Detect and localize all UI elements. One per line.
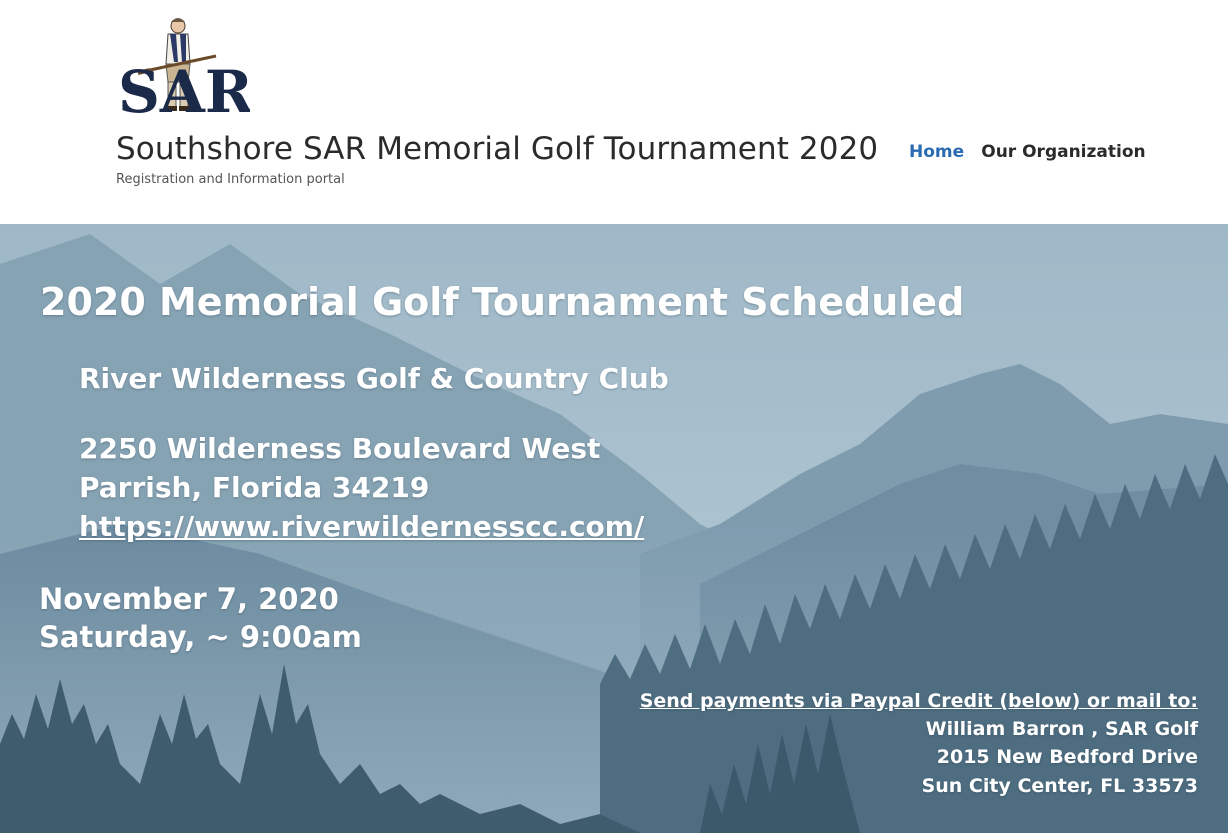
club-website-link[interactable]: https://www.riverwildernesscc.com/ bbox=[79, 510, 645, 543]
site-tagline: Registration and Information portal bbox=[116, 172, 345, 187]
event-time: Saturday, ~ 9:00am bbox=[39, 620, 362, 654]
address-line-1: 2250 Wilderness Boulevard West bbox=[79, 432, 601, 465]
payment-recipient: William Barron , SAR Golf bbox=[925, 718, 1198, 740]
hero-heading: 2020 Memorial Golf Tournament Scheduled bbox=[40, 280, 965, 324]
payment-city: Sun City Center, FL 33573 bbox=[921, 775, 1198, 797]
site-header bbox=[0, 0, 1228, 224]
event-date: November 7, 2020 bbox=[39, 582, 339, 616]
sar-logo[interactable] bbox=[116, 12, 250, 120]
sar-logo-text: SAR bbox=[118, 58, 250, 120]
nav-our-organization[interactable]: Our Organization bbox=[981, 142, 1146, 162]
address-line-2: Parrish, Florida 34219 bbox=[79, 471, 430, 504]
site-title[interactable]: Southshore SAR Memorial Golf Tournament 2020 bbox=[116, 131, 879, 167]
nav-home[interactable]: Home bbox=[909, 142, 965, 162]
club-name: River Wilderness Golf & Country Club bbox=[79, 362, 669, 395]
payment-street: 2015 New Bedford Drive bbox=[936, 746, 1198, 768]
hero-banner bbox=[0, 224, 1228, 833]
payment-heading[interactable]: Send payments via Paypal Credit (below) or mail to: bbox=[639, 690, 1198, 712]
main-nav bbox=[909, 142, 1158, 162]
